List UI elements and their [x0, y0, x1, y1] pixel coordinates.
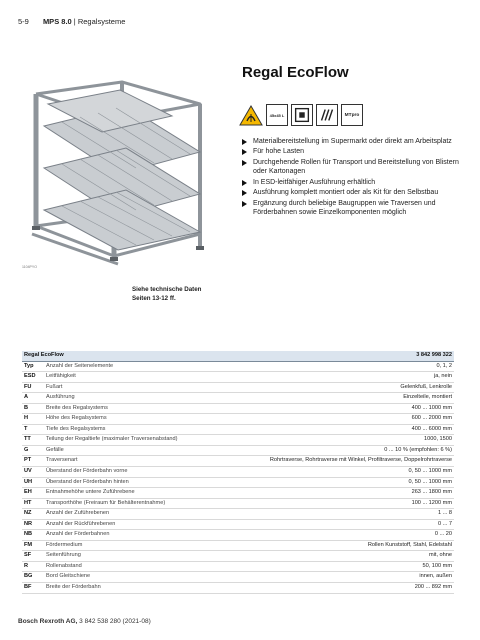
table-row	[22, 530, 454, 541]
bullet-icon	[242, 180, 247, 186]
table-row	[22, 561, 454, 572]
row-code: T	[22, 424, 44, 435]
category-label: Regalsysteme	[77, 17, 126, 26]
row-code: EH	[22, 488, 44, 499]
row-value: 400 ... 1000 mm	[217, 403, 454, 414]
table-row	[22, 509, 454, 520]
table-row	[22, 382, 454, 393]
row-code: PT	[22, 456, 44, 467]
row-code: A	[22, 393, 44, 404]
row-label: Höhe des Regalsystems	[44, 414, 217, 425]
row-label: Ausführung	[44, 393, 217, 404]
row-label: Traversenart	[44, 456, 217, 467]
row-code: ESD	[22, 372, 44, 383]
row-value: Gelenkfuß, Lenkrolle	[217, 382, 454, 393]
row-label: Teilung der Regaltiefe (maximaler Traversenabstand)	[44, 435, 217, 446]
bullet-icon	[242, 139, 247, 145]
table-row	[22, 551, 454, 562]
mtpro-icon	[341, 104, 363, 126]
row-code: HT	[22, 498, 44, 509]
row-code: H	[22, 414, 44, 425]
row-label: Gefälle	[44, 445, 217, 456]
feature-item: In ESD-leitfähiger Ausführung erhältlich	[242, 178, 470, 188]
row-label: Entnahmehöhe untere Zuführebene	[44, 488, 217, 499]
row-value: 263 ... 1800 mm	[217, 488, 454, 499]
badge-label: MTpro	[344, 112, 360, 118]
footer-doc-number: 3 842 538 280 (2021-08)	[79, 618, 151, 625]
row-label: Anzahl der Seitenelemente	[44, 361, 217, 372]
row-value: 400 ... 6000 mm	[217, 424, 454, 435]
feature-item: Für hohe Lasten	[242, 147, 470, 157]
profile-section-icon	[291, 104, 313, 126]
row-label: Rollenabstand	[44, 561, 217, 572]
profile-45x45-icon	[266, 104, 288, 126]
bullet-icon	[242, 160, 247, 166]
table-row	[22, 414, 454, 425]
row-value: 200 ... 892 mm	[217, 583, 454, 594]
row-code: NR	[22, 519, 44, 530]
row-label: Bord Gleitschiene	[44, 572, 217, 583]
row-value: Einzelteile, montiert	[217, 393, 454, 404]
rollers-icon	[316, 104, 338, 126]
row-value: 0, 50 ... 1000 mm	[217, 467, 454, 478]
table-row	[22, 519, 454, 530]
row-code: BG	[22, 572, 44, 583]
row-code: UV	[22, 467, 44, 478]
row-value: ja, nein	[217, 372, 454, 383]
photo-caption	[132, 285, 201, 303]
feature-item: Ergänzung durch beliebige Baugruppen wie Traversen und Förderbahnen sowie Einzelkomponenten möglich	[242, 199, 470, 218]
table-row	[22, 488, 454, 499]
row-value: 0, 1, 2	[217, 361, 454, 372]
material-number: 3 842 998 322	[217, 351, 454, 361]
table-row	[22, 467, 454, 478]
row-label: Fördermedium	[44, 540, 217, 551]
table-row	[22, 403, 454, 414]
product-line: MPS 8.0	[42, 17, 72, 26]
table-row	[22, 498, 454, 509]
row-label: Transporthöhe (Freiraum für Behälterentnahme)	[44, 498, 217, 509]
row-value: 0 ... 20	[217, 530, 454, 541]
esd-warning-icon	[239, 104, 263, 128]
bullet-icon	[242, 190, 247, 196]
badge-label: 45x45 L	[269, 112, 285, 118]
row-value: Rollen Kunststoff, Stahl, Edelstahl	[217, 540, 454, 551]
feature-item: Ausführung komplett montiert oder als Kit für den Selbstbau	[242, 188, 470, 198]
table-row	[22, 424, 454, 435]
row-value: 0 ... 10 % (empfohlen: 6 %)	[217, 445, 454, 456]
table-row	[22, 445, 454, 456]
footer-brand: Bosch Rexroth AG,	[18, 618, 78, 625]
row-code: R	[22, 561, 44, 572]
table-row	[22, 572, 454, 583]
row-code: G	[22, 445, 44, 456]
feature-badges	[239, 104, 363, 128]
row-code: TT	[22, 435, 44, 446]
row-label: Breite des Regalsystems	[44, 403, 217, 414]
table-row	[22, 540, 454, 551]
row-code: Typ	[22, 361, 44, 372]
page-header	[18, 17, 125, 26]
row-code: B	[22, 403, 44, 414]
bullet-icon	[242, 149, 247, 155]
photo-code: 1104PYO	[22, 265, 37, 269]
row-value: 0, 50 ... 1000 mm	[217, 477, 454, 488]
row-label: Fußart	[44, 382, 217, 393]
row-code: NZ	[22, 509, 44, 520]
row-value: 1000, 1500	[217, 435, 454, 446]
row-label: Anzahl der Förderbahnen	[44, 530, 217, 541]
bullet-icon	[242, 201, 247, 207]
spec-table	[22, 351, 454, 594]
spec-table-header	[22, 351, 454, 361]
caption-line: Siehe technische Daten	[132, 286, 202, 293]
row-value: innen, außen	[217, 572, 454, 583]
row-value: 1 ... 8	[217, 509, 454, 520]
table-row	[22, 583, 454, 594]
row-code: NB	[22, 530, 44, 541]
table-row	[22, 456, 454, 467]
page-footer	[18, 618, 151, 625]
row-label: Anzahl der Zuführebenen	[44, 509, 217, 520]
row-label: Anzahl der Rückführebenen	[44, 519, 217, 530]
row-label: Überstand der Förderbahn vorne	[44, 467, 217, 478]
spec-table-title: Regal EcoFlow	[22, 351, 217, 361]
row-code: SF	[22, 551, 44, 562]
row-value: Rohrtraverse, Rohrtraverse mit Winkel, Profiltraverse, Doppelrohrtraverse	[217, 456, 454, 467]
feature-list	[242, 137, 470, 219]
table-row	[22, 393, 454, 404]
header-separator: |	[73, 17, 76, 26]
product-title: Regal EcoFlow	[242, 64, 349, 81]
row-code: FU	[22, 382, 44, 393]
row-value: 600 ... 2000 mm	[217, 414, 454, 425]
row-label: Seitenführung	[44, 551, 217, 562]
row-label: Leitfähigkeit	[44, 372, 217, 383]
feature-item: Materialbereitstellung im Supermarkt oder direkt am Arbeitsplatz	[242, 137, 470, 147]
row-label: Überstand der Förderbahn hinten	[44, 477, 217, 488]
page-number: 5-9	[18, 17, 29, 26]
row-code: FM	[22, 540, 44, 551]
row-code: BF	[22, 583, 44, 594]
row-label: Tiefe des Regalsystems	[44, 424, 217, 435]
row-value: mit, ohne	[217, 551, 454, 562]
table-row	[22, 361, 454, 372]
product-image	[22, 64, 222, 274]
feature-item: Durchgehende Rollen für Transport und Bereitstellung von Blistern oder Kartonagen	[242, 158, 470, 177]
table-row	[22, 435, 454, 446]
row-label: Breite der Förderbahn	[44, 583, 217, 594]
table-row	[22, 372, 454, 383]
row-value: 100 ... 1200 mm	[217, 498, 454, 509]
row-code: UH	[22, 477, 44, 488]
caption-line: Seiten 13-12 ff.	[132, 295, 176, 302]
row-value: 0 ... 7	[217, 519, 454, 530]
row-value: 50, 100 mm	[217, 561, 454, 572]
table-row	[22, 477, 454, 488]
